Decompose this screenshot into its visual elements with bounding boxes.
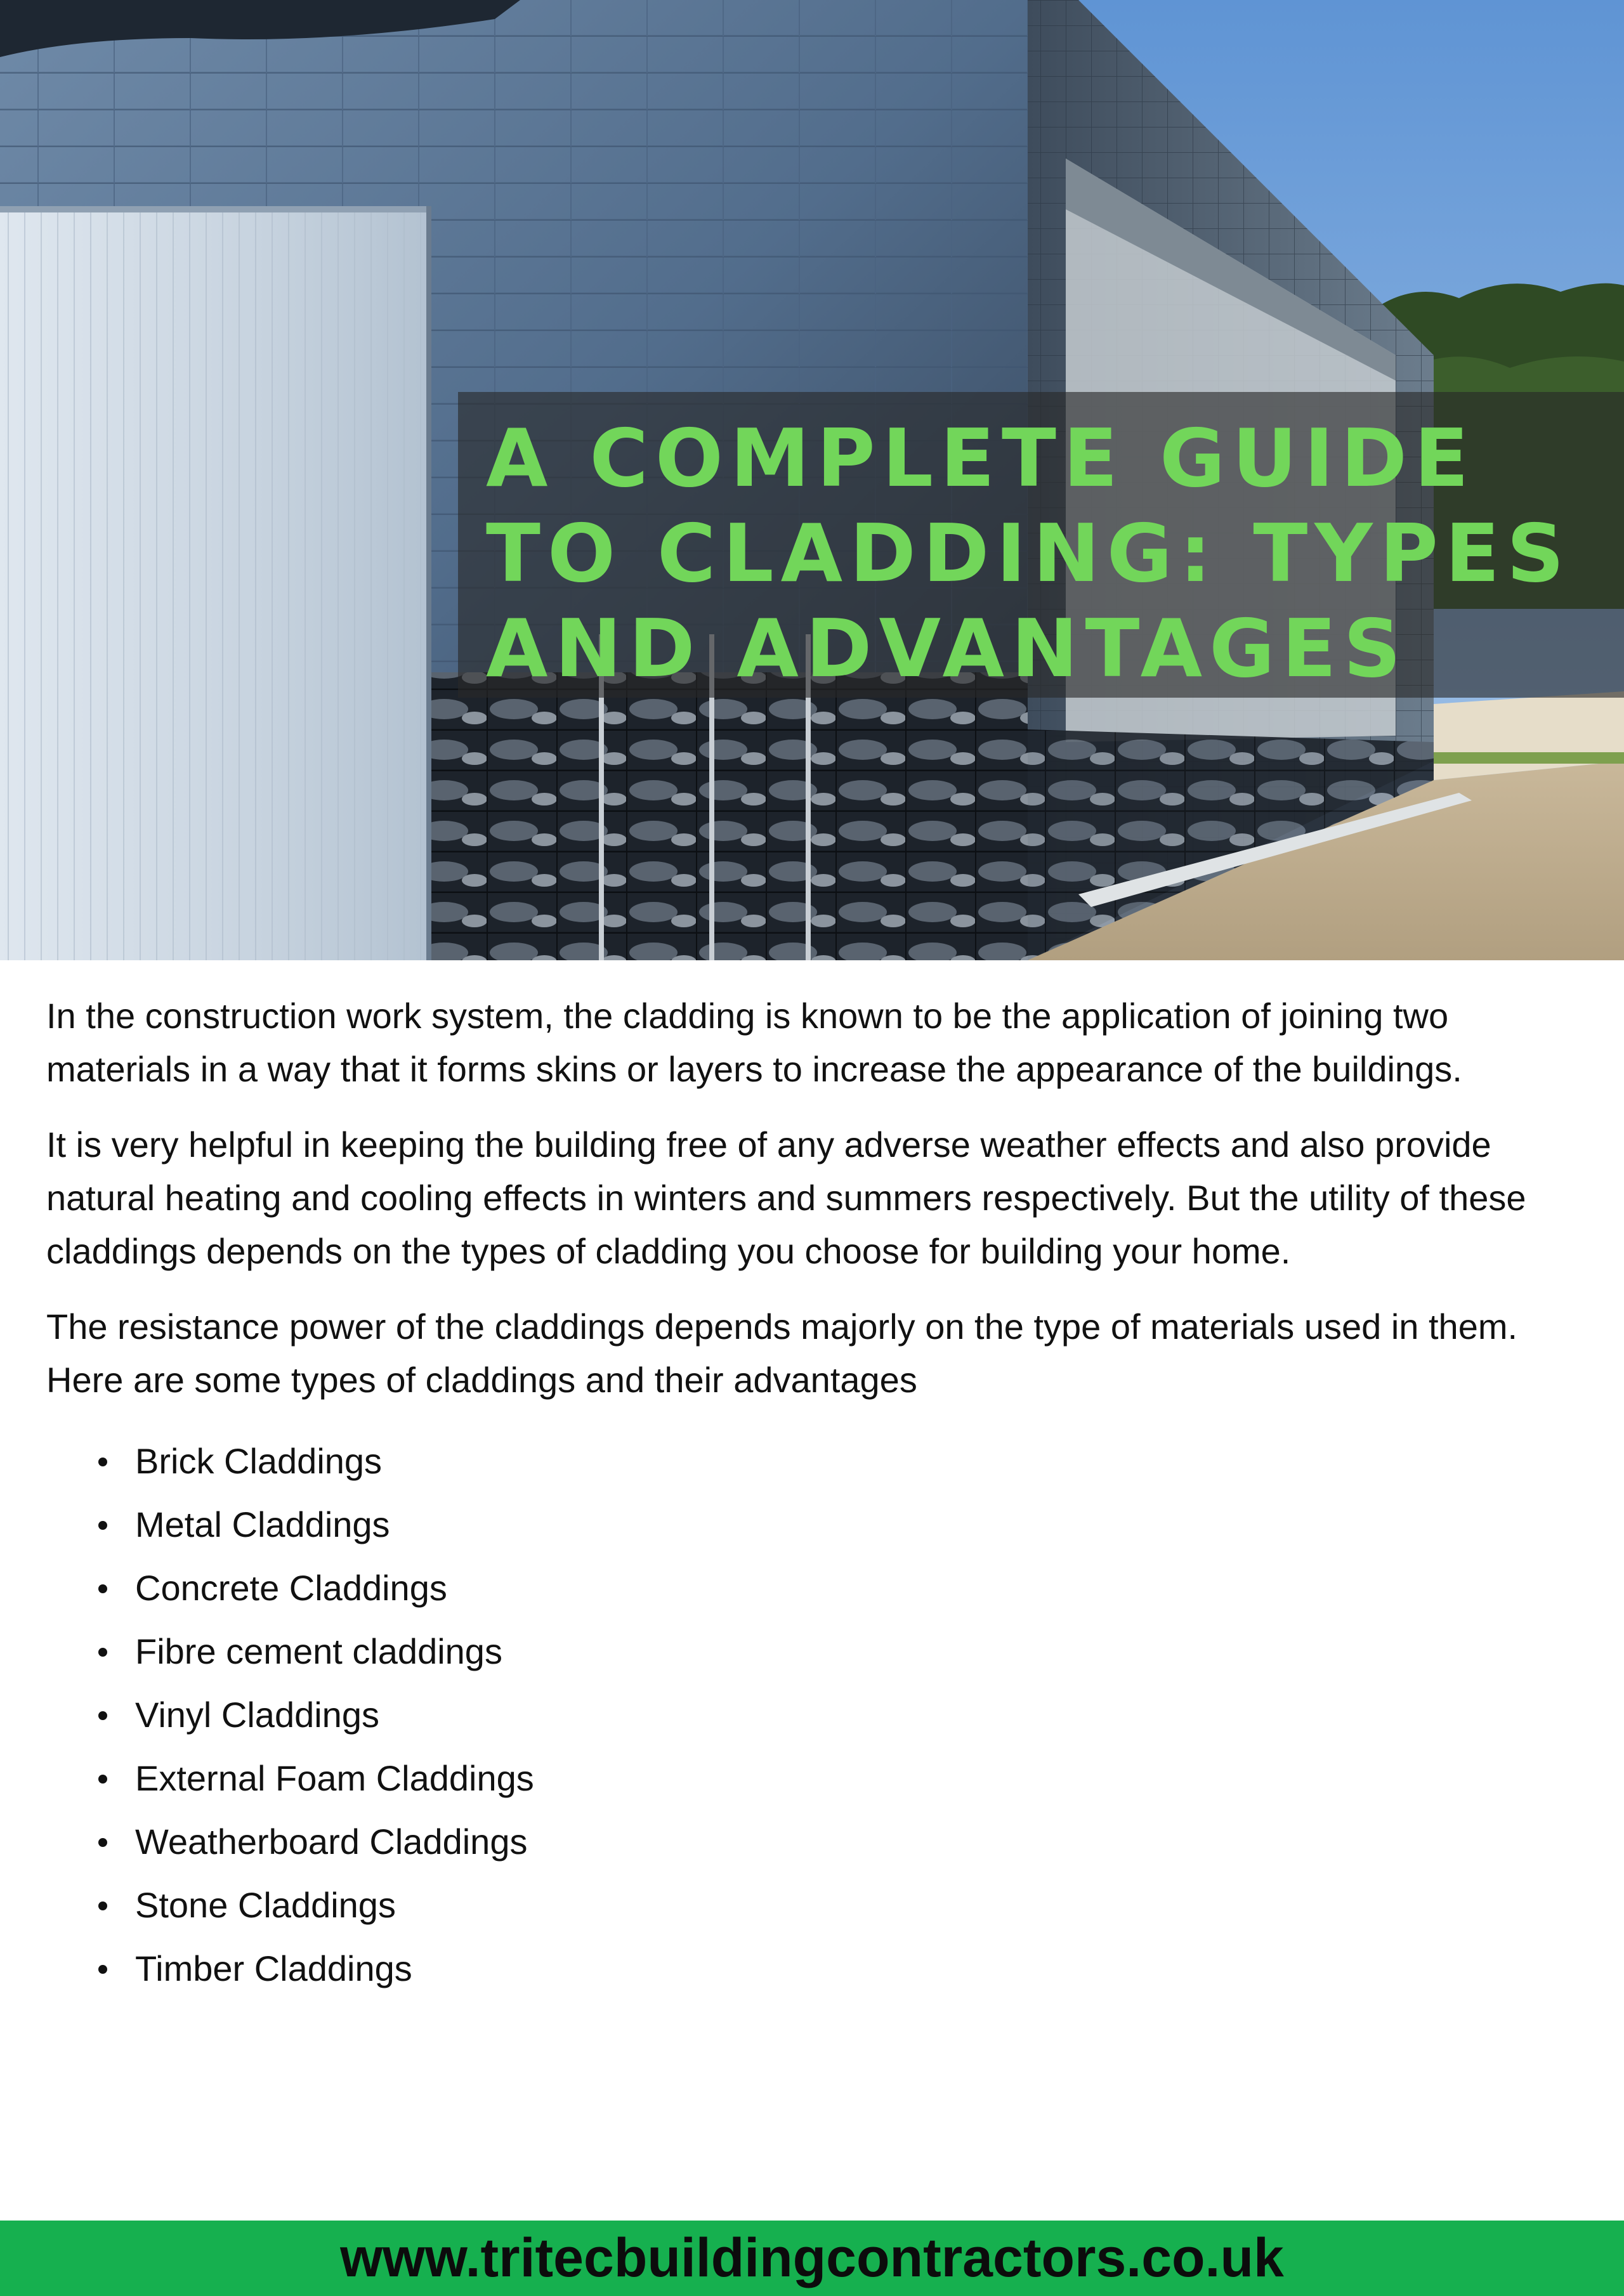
list-item <box>46 1810 1588 1874</box>
list-item-label: External Foam Claddings <box>135 1758 534 1798</box>
article-body <box>46 989 1588 2000</box>
footer-bar <box>0 2221 1624 2296</box>
list-item-label: Concrete Claddings <box>135 1568 447 1608</box>
list-item-label: Timber Claddings <box>135 1948 412 1988</box>
page-title: A COMPLETE GUIDE TO CLADDING: TYPES AND ADVANTAGES <box>486 412 1571 695</box>
bullet-icon <box>98 1901 107 1910</box>
intro-paragraph: In the construction work system, the cladding is known to be the application of joining two materials in a way that it forms skins or layers to increase the appearance of the buildings. <box>46 996 1462 1089</box>
list-item <box>46 1683 1588 1747</box>
bullet-icon <box>98 1458 107 1466</box>
list-item-label: Vinyl Claddings <box>135 1695 379 1735</box>
bullet-icon <box>98 1521 107 1530</box>
list-item-label: Stone Claddings <box>135 1885 396 1925</box>
types-intro-paragraph: The resistance power of the claddings depends majorly on the type of materials used in them. Here are some types of claddings and their advantages <box>46 1307 1518 1400</box>
bullet-icon <box>98 1584 107 1593</box>
bullet-icon <box>98 1711 107 1720</box>
cladding-types-list <box>46 1430 1588 2000</box>
benefits-paragraph: It is very helpful in keeping the building free of any adverse weather effects and also provide natural heating and cooling effects in winters and summers respectively. But the utility of these claddings depends on the types of cladding you choose for building your home. <box>46 1125 1526 1271</box>
list-item <box>46 1747 1588 1810</box>
bullet-icon <box>98 1648 107 1657</box>
bullet-icon <box>98 1965 107 1974</box>
list-item-label: Weatherboard Claddings <box>135 1822 528 1862</box>
list-item <box>46 1937 1588 2000</box>
list-item <box>46 1556 1588 1620</box>
list-item <box>46 1620 1588 1683</box>
hero-banner <box>0 0 1624 960</box>
list-item-label: Brick Claddings <box>135 1441 383 1481</box>
list-item-label: Metal Claddings <box>135 1504 390 1544</box>
website-link[interactable]: www.tritecbuildingcontractors.co.uk <box>340 2228 1284 2288</box>
list-item-label: Fibre cement claddings <box>135 1631 502 1671</box>
bullet-icon <box>98 1775 107 1784</box>
bullet-icon <box>98 1838 107 1847</box>
list-item <box>46 1493 1588 1556</box>
list-item <box>46 1874 1588 1937</box>
list-item <box>46 1430 1588 1493</box>
